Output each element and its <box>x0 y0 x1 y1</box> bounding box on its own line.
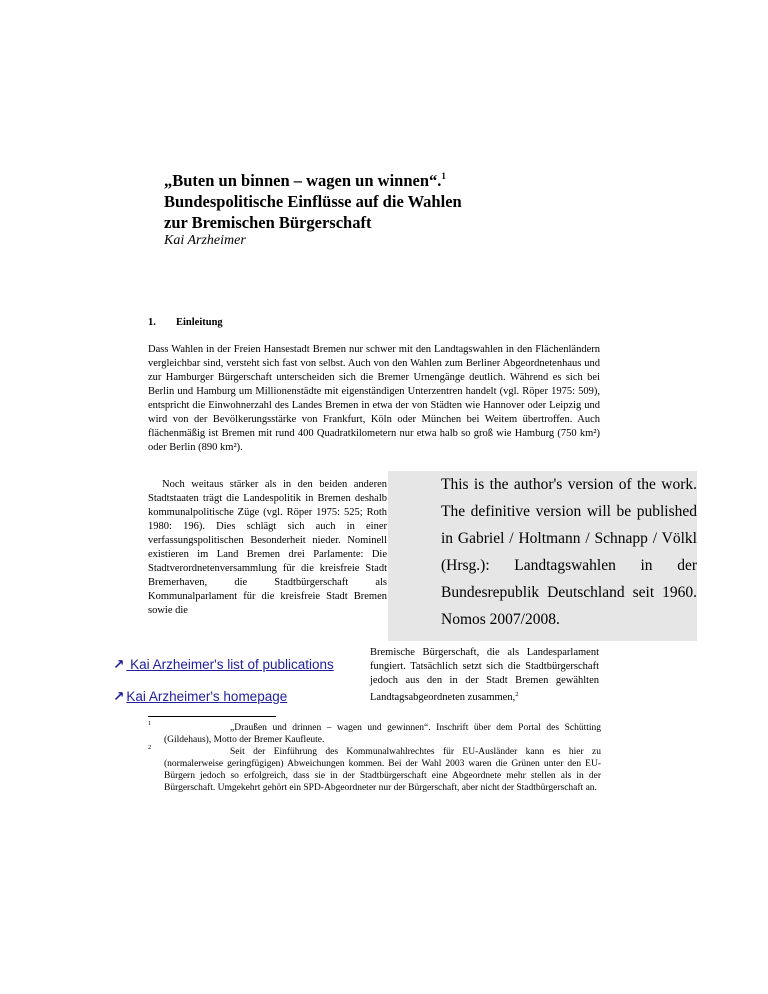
footnote-divider <box>148 716 276 717</box>
external-arrow-icon: ↗ <box>113 657 125 672</box>
author-version-notice <box>388 471 697 641</box>
external-arrow-icon: ↗ <box>113 689 125 704</box>
notice-text: This is the author's version of the work. The definitive version will be published in Gabriel / Holtmann / Schnapp / Völkl (Hrsg.): Landtagswahlen in der Bundesrepublik Deutschland seit 1960. Nomos 2007/2008. <box>441 476 697 628</box>
title-line-3: zur Bremischen Bürgerschaft <box>164 213 372 232</box>
footnote-1-number: 1 <box>148 720 152 727</box>
paragraph-3 <box>370 646 599 705</box>
section-number: 1. <box>148 317 156 328</box>
footnote-ref-1: 1 <box>441 171 446 181</box>
homepage-link-label: Kai Arzheimer's homepage <box>126 689 288 704</box>
title-line-2: Bundespolitische Einflüsse auf die Wahlen <box>164 192 462 211</box>
paper-title <box>164 166 584 233</box>
title-line-1: „Buten un binnen – wagen un winnen“. <box>164 171 442 190</box>
homepage-link[interactable] <box>113 689 287 705</box>
author-name: Kai Arzheimer <box>164 233 246 248</box>
publications-link[interactable] <box>113 657 334 673</box>
footnote-1: „Draußen und drinnen – wagen und gewinnen“. Inschrift über dem Portal des Schütting (Gildehaus), Motto der Bremer Kaufleute. <box>164 723 601 745</box>
publications-link-label: Kai Arzheimer's list of publications <box>130 657 334 672</box>
footnote-2-number: 2 <box>148 744 152 751</box>
paragraph-3-text: Bremische Bürgerschaft, die als Landesparlament fungiert. Tatsächlich setzt sich die Stadtbürgerschaft jedoch aus den in der Stadt Bremen gewählten Landtagsabgeordneten zusammen, <box>370 647 599 703</box>
section-title: Einleitung <box>176 317 223 328</box>
paragraph-2: Noch weitaus stärker als in den beiden anderen Stadtstaaten trägt die Landespolitik in Bremen deshalb kommunalpolitische Züge (vgl. Röper 1975: 525; Roth 1980: 196). Dies schlägt sich auch in einer verfassungspolitischen Besonderheit nieder. Nominell existieren im Land Bremen drei Parlamente: Die Stadtverordnetenversammlung für die kreisfreie Stadt Bremerhaven, die Stadtbürgerschaft als Kommunalparlament für die kreisfreie Stadt Bremen sowie die <box>148 479 387 616</box>
paragraph-1: Dass Wahlen in der Freien Hansestadt Bremen nur schwer mit den Landtagswahlen in den Flächenländern vergleichbar sind, versteht sich fast von selbst. Auch von den Wahlen zum Berliner Abgeordnetenhaus und zur Hamburger Bürgerschaft unterscheiden sich die Bremer Urnengänge deutlich. Während es sich bei Berlin und Hamburg um Millionenstädte mit eigenständigen Unterzentren handelt (vgl. Röper 1975: 509), entspricht die Einwohnerzahl des Landes Bremen in etwa der von Städten wie Hannover oder Leipzig und wird von der Bevölkerungsstärke von Frankfurt, Köln oder München bei Weitem übertroffen. Auch flächenmäßig ist Bremen mit rund 400 Quadratkilometern nur etwa halb so groß wie Hamburg (750 km²) oder Berlin (890 km²). <box>148 344 600 453</box>
footnote-ref-2: 2 <box>515 691 519 698</box>
section-heading <box>148 317 223 328</box>
footnote-2: Seit der Einführung des Kommunalwahlrechtes für EU-Ausländer kann es hier zu (normalerweise geringfügigen) Abweichungen kommen. Bei der Wahl 2003 waren die Grünen unter den EU-Bürgern jedoch so erfolgreich, dass sie in der Stadtbürgerschaft eine Abgeordnete mehr stellen als in der Bürgerschaft. Umgekehrt gehört ein SPD-Abgeordneter nur der Bürgerschaft, aber nicht der Stadtbürgerschaft an. <box>164 747 601 793</box>
